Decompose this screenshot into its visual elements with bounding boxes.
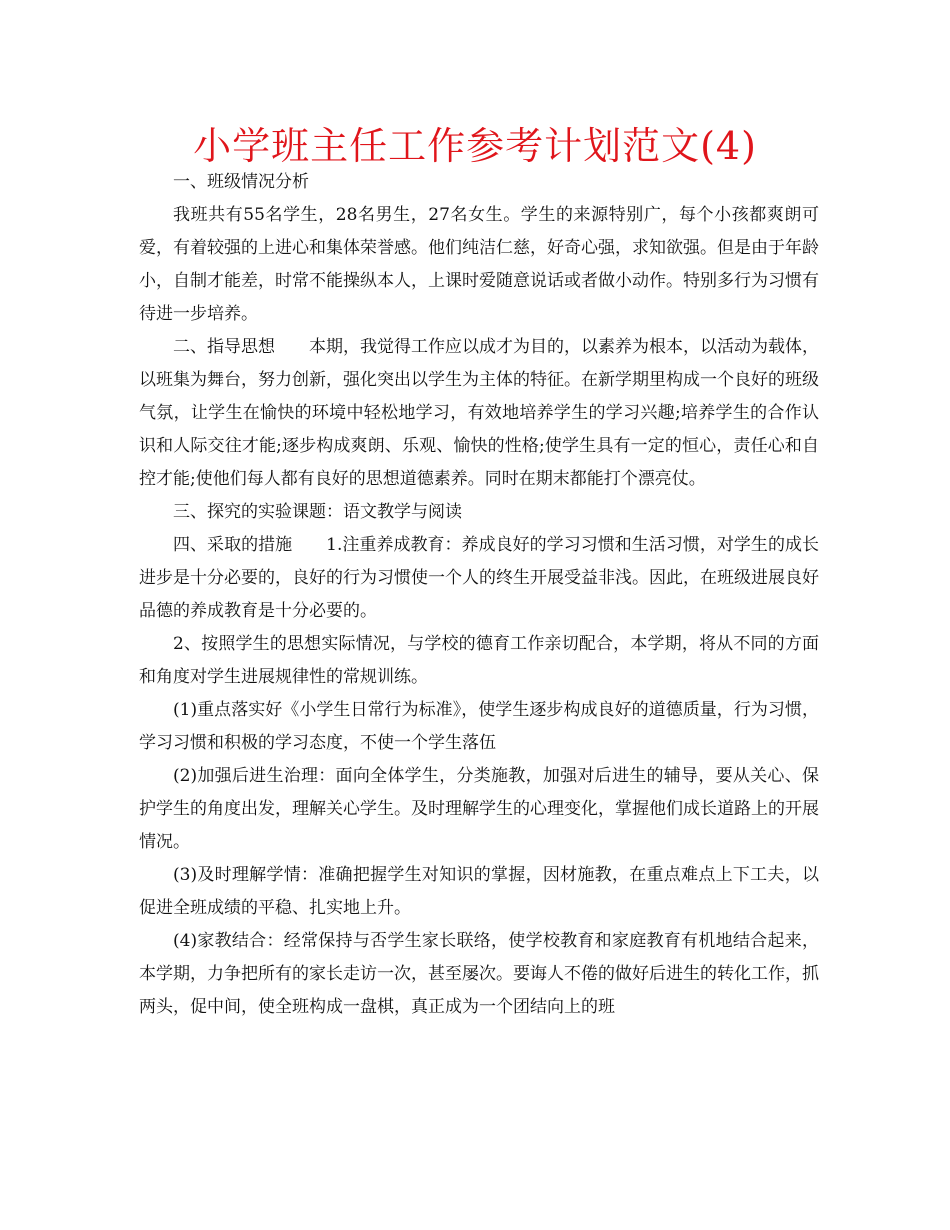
section-4-heading: 四、采取的措施	[173, 535, 293, 555]
section-2-body: 本期，我觉得工作应以成才为目的，以素养为根本，以活动为载体，以班集为舞台，努力创新，强化突出以学生为主体的特征。在新学期里构成一个良好的班级气氛，让学生在愉快的环境中轻松地学习，有效地培养学生的学习兴趣;培养学生的合作认识和人际交往才能;逐步构成爽朗、乐观、愉快的性格;使学生具有一定的恒心，责任心和自控才能;使他们每人都有良好的思想道德素养。同时在期末都能打个漂亮仗。	[139, 337, 819, 489]
paragraph-routine-training: 2、按照学生的思想实际情况，与学校的德育工作亲切配合，本学期，将从不同的方面和角度对学生进展规律性的常规训练。	[139, 634, 819, 687]
section-2-heading: 二、指导思想	[173, 337, 275, 357]
section-1-heading: 一、班级情况分析	[173, 172, 309, 192]
paragraph-item-3: (3)及时理解学情：准确把握学生对知识的掌握，因材施教，在重点难点上下工夫，以促进全班成绩的平稳、扎实地上升。	[139, 865, 819, 918]
document-body	[139, 166, 819, 1024]
section-4-body: 1.注重养成教育：养成良好的学习习惯和生活习惯，对学生的成长进步是十分必要的，良好的行为习惯使一个人的终生开展受益非浅。因此，在班级进展良好品德的养成教育是十分必要的。	[139, 535, 819, 621]
section-4-paragraph	[139, 529, 819, 628]
section-3-paragraph: 三、探究的实验课题：语文教学与阅读	[173, 502, 462, 522]
paragraph-item-1: (1)重点落实好《小学生日常行为标准》，使学生逐步构成良好的道德质量，行为习惯，学习习惯和积极的学习态度，不使一个学生落伍	[139, 700, 819, 753]
section-1-paragraph: 我班共有55名学生，28名男生，27名女生。学生的来源特别广，每个小孩都爽朗可爱，有着较强的上进心和集体荣誉感。他们纯洁仁慈，好奇心强，求知欲强。但是由于年龄小，自制才能差，时常不能操纵本人，上课时爱随意说话或者做小动作。特别多行为习惯有待进一步培养。	[139, 205, 819, 324]
document-title: 小学班主任工作参考计划范文(4)	[193, 124, 757, 168]
section-2-paragraph	[139, 331, 819, 496]
paragraph-item-4: (4)家教结合：经常保持与否学生家长联络，使学校教育和家庭教育有机地结合起来，本学期，力争把所有的家长走访一次，甚至屡次。要诲人不倦的做好后进生的转化工作，抓两头，促中间，使全班构成一盘棋，真正成为一个团结向上的班	[139, 931, 819, 1017]
paragraph-item-2: (2)加强后进生治理：面向全体学生，分类施教，加强对后进生的辅导，要从关心、保护学生的角度出发，理解关心学生。及时理解学生的心理变化，掌握他们成长道路上的开展情况。	[139, 766, 819, 852]
